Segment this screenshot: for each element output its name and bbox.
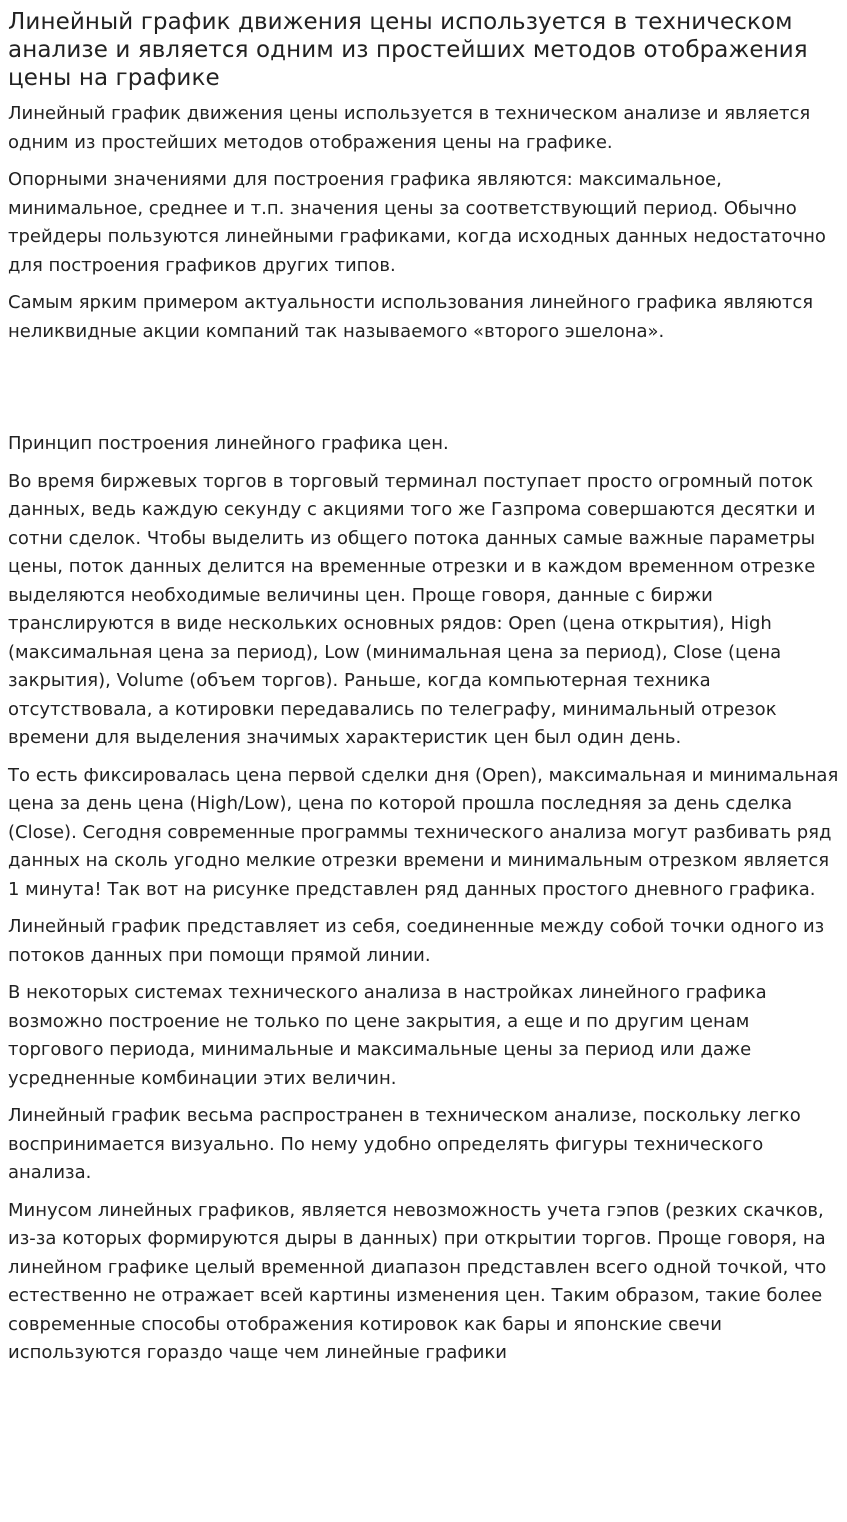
section-heading: Принцип построения линейного графика цен.	[8, 433, 449, 454]
intro-paragraph: Линейный график движения цены используется в техническом анализе и является одним из простейших методов отображения цены на графике.	[8, 103, 811, 153]
body-paragraph: Минусом линейных графиков, является невозможность учета гэпов (резких скачков, из-за которых формируются дыры в данных) при открытии торгов. Проще говоря, на линейном графике целый временной диапазон представлен всего одной точкой, что естественно не отражает всей картины изменения цен. Таким образом, такие более современные способы отображения котировок как бары и японские свечи используются гораздо чаще чем линейные графики	[8, 1199, 827, 1363]
body-paragraph: В некоторых системах технического анализа в настройках линейного графика возможно построение не только по цене закрытия, а еще и по другим ценам торгового периода, минимальные и максимальные цены за период или даже усредненные комбинации этих величин.	[8, 982, 767, 1089]
intro-paragraph: Самым ярким примером актуальности использования линейного графика являются неликвидные акции компаний так называемого «второго эшелона».	[8, 292, 814, 342]
body-paragraph: Во время биржевых торгов в торговый терминал поступает просто огромный поток данных, ведь каждую секунду с акциями того же Газпрома совершаются десятки и сотни сделок. Чтобы выделить из общего потока данных самые важные параметры цены, поток данных делится на временные отрезки и в каждом временном отрезке выделяются необходимые величины цен. Проще говоря, данные с биржи транслируются в виде нескольких основных рядов: Open (цена открытия), High (максимальная цена за период), Low (минимальная цена за период), Close (цена закрытия), Volume (объем торгов). Раньше, когда компьютерная техника отсутствовала, а котировки передавались по телеграфу, минимальный отрезок времени для выделения значимых характеристик цен был один день.	[8, 470, 816, 748]
body-paragraph: Линейный график представляет из себя, соединенные между собой точки одного из потоков данных при помощи прямой линии.	[8, 916, 825, 966]
body-paragraph: То есть фиксировалась цена первой сделки дня (Open), максимальная и минимальная цена за день цена (High/Low), цена по которой прошла последняя за день сделка (Close). Сегодня современные программы технического анализа могут разбивать ряд данных на сколь угодно мелкие отрезки времени и минимальным отрезком является 1 минута! Так вот на рисунке представлен ряд данных простого дневного графика.	[8, 764, 839, 900]
body-paragraph: Линейный график весьма распространен в техническом анализе, поскольку легко воспринимается визуально. По нему удобно определять фигуры технического анализа.	[8, 1105, 801, 1183]
empty-image-area	[8, 355, 839, 430]
article-title: Линейный график движения цены используется в техническом анализе и является одним из простейших методов отображения цены на графике	[8, 9, 808, 91]
intro-paragraph: Опорными значениями для построения графика являются: максимальное, минимальное, среднее и т.п. значения цены за соответствующий период. Обычно трейдеры пользуются линейными графиками, когда исходных данных недостаточно для построения графиков других типов.	[8, 169, 826, 276]
